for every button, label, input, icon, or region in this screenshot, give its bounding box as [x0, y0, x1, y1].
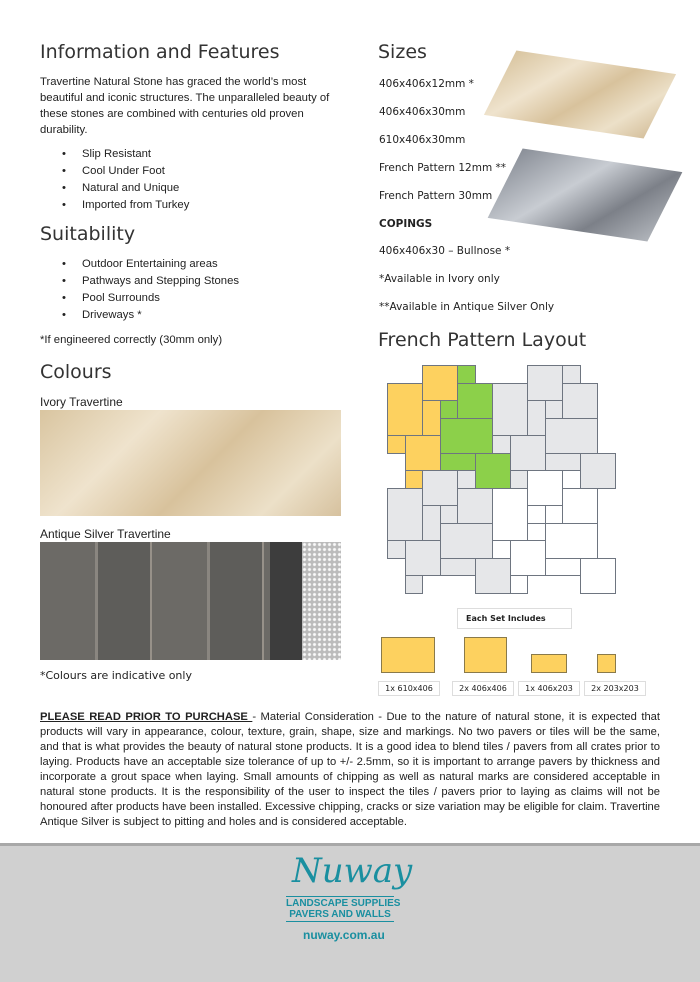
size-item: French Pattern 30mm [379, 190, 493, 202]
swatch-406x203 [531, 654, 567, 673]
pattern-tile-white [545, 505, 564, 524]
suitability-item: • Driveways * [40, 307, 345, 324]
pattern-tile-green [440, 400, 459, 419]
features-list [40, 146, 345, 214]
colours-note: *Colours are indicative only [40, 669, 192, 682]
pattern-tile-green [440, 418, 494, 454]
pattern-tile-grey [492, 383, 528, 437]
pattern-tile-grey [422, 505, 441, 541]
pattern-tile-white [510, 575, 529, 594]
pattern-tile-yellow [387, 435, 406, 454]
pattern-tile-grey [387, 540, 406, 559]
feature-item: • Cool Under Foot [40, 163, 345, 180]
pattern-tile-white [545, 558, 581, 577]
feature-item: • Imported from Turkey [40, 197, 345, 214]
copings-heading: COPINGS [379, 218, 433, 230]
pattern-tile-grey [405, 540, 441, 576]
footer [0, 843, 700, 982]
pattern-tile-grey [422, 470, 458, 506]
pattern-tile-grey [562, 365, 581, 384]
pattern-heading: French Pattern Layout [378, 329, 587, 351]
pattern-tile-white [580, 558, 616, 594]
info-intro: Travertine Natural Stone has graced the world’s most beautiful and iconic structures. The unparalleled beauty of these stones are combined with centuries old proven durability. [40, 76, 330, 136]
pattern-tile-white [510, 540, 546, 576]
pattern-tile-yellow [405, 435, 441, 471]
pattern-tile-grey [440, 523, 494, 559]
suitability-item: • Pathways and Stepping Stones [40, 273, 345, 290]
ivory-label: Ivory Travertine [40, 395, 123, 409]
suitability-item: • Outdoor Entertaining areas [40, 256, 345, 273]
ivory-pavers-image [484, 50, 676, 138]
pattern-tile-grey [440, 505, 459, 524]
pattern-tile-grey [527, 365, 563, 401]
pattern-tile-grey [510, 435, 546, 471]
antique-silver-travertine-image [40, 542, 341, 660]
size-item: 406x406x12mm * [379, 78, 474, 90]
pattern-tile-grey [510, 470, 529, 489]
info-heading: Information and Features [40, 41, 280, 63]
silver-label: Antique Silver Travertine [40, 527, 171, 541]
set-label: 2x 203x203 [584, 681, 646, 696]
pattern-tile-yellow [387, 383, 423, 437]
pattern-tile-white [562, 470, 581, 489]
notice-heading: PLEASE READ PRIOR TO PURCHASE [40, 711, 253, 723]
pattern-tile-white [527, 470, 563, 506]
logo-line2: PAVERS AND WALLS [289, 909, 391, 920]
sizes-heading: Sizes [378, 41, 427, 63]
ivory-travertine-image [40, 410, 341, 516]
set-label: 2x 406x406 [452, 681, 514, 696]
pattern-tile-grey [492, 435, 511, 454]
pattern-tile-grey [475, 558, 511, 594]
pattern-tile-green [457, 383, 493, 419]
purchase-notice [40, 710, 660, 830]
set-label: 1x 610x406 [378, 681, 440, 696]
size-item: 406x406x30mm [379, 106, 466, 118]
size-item: French Pattern 12mm ** [379, 162, 507, 174]
logo-line1: LANDSCAPE SUPPLIES [286, 898, 401, 909]
feature-item: • Slip Resistant [40, 146, 345, 163]
pattern-tile-white [545, 523, 599, 559]
pattern-tile-grey [405, 575, 424, 594]
feature-item: • Natural and Unique [40, 180, 345, 197]
pattern-tile-grey [387, 488, 423, 542]
french-pattern-diagram [387, 365, 615, 593]
pattern-tile-grey [527, 400, 546, 436]
set-includes-title: Each Set Includes [457, 608, 572, 629]
pattern-tile-yellow [422, 365, 458, 401]
sizes-note-silver: **Available in Antique Silver Only [379, 301, 555, 313]
silver-pavers-image [488, 149, 683, 242]
colours-heading: Colours [40, 361, 112, 383]
pattern-tile-yellow [405, 470, 424, 489]
swatch-203x203 [597, 654, 616, 673]
pattern-tile-white [492, 540, 511, 559]
pattern-tile-white [562, 488, 598, 524]
pattern-tile-white [492, 488, 528, 542]
swatch-610x406 [381, 637, 435, 673]
pattern-tile-grey [580, 453, 616, 489]
swatch-406x406 [464, 637, 507, 673]
pattern-tile-grey [545, 418, 599, 454]
pattern-tile-green [457, 365, 476, 384]
pattern-tile-grey [545, 400, 564, 419]
pattern-tile-grey [457, 488, 493, 524]
suitability-note: *If engineered correctly (30mm only) [40, 334, 223, 346]
pattern-tile-grey [457, 470, 476, 489]
set-label: 1x 406x203 [518, 681, 580, 696]
website-link[interactable]: nuway.com.au [303, 928, 385, 942]
pattern-tile-green [475, 453, 511, 489]
left-column [40, 40, 345, 684]
coping-item: 406x406x30 – Bullnose * [379, 245, 511, 257]
pattern-tile-grey [440, 558, 476, 577]
nuway-logo: Nuway [292, 851, 413, 891]
pattern-tile-grey [545, 453, 581, 472]
pattern-tile-yellow [422, 400, 441, 436]
suitability-heading: Suitability [40, 223, 136, 245]
pattern-tile-green [440, 453, 476, 472]
pattern-tile-grey [562, 383, 598, 419]
notice-body: - Material Consideration - Due to the nature of natural stone, it is expected that products will vary in appearance, colour, texture, grain, shape, size and markings. No two pavers or tiles will be the same, and that is what provides the beauty of natural stone products. It is a good idea to blend tiles / pavers from all crates prior to laying. Products have an acceptable size tolerance of up to +/- 2.5mm, so it is important to arrange pavers by thickness and incorporate a grout space when laying. Small amounts of chipping as well as natural marks are considered acceptable in natural stone products. It is the responsibility of the user to inspect the tiles / pavers prior to laying as claims will not be honoured after products have been installed. Excessive chipping, cracks or size variation may be eligible for claim. Travertine Antique Silver is subject to pitting and holes and is considered acceptable. [40, 711, 660, 828]
suitability-item: • Pool Surrounds [40, 290, 345, 307]
pattern-tile-white [527, 505, 546, 524]
sizes-note-ivory: *Available in Ivory only [379, 273, 500, 285]
suitability-list [40, 256, 345, 324]
size-item: 610x406x30mm [379, 134, 466, 146]
